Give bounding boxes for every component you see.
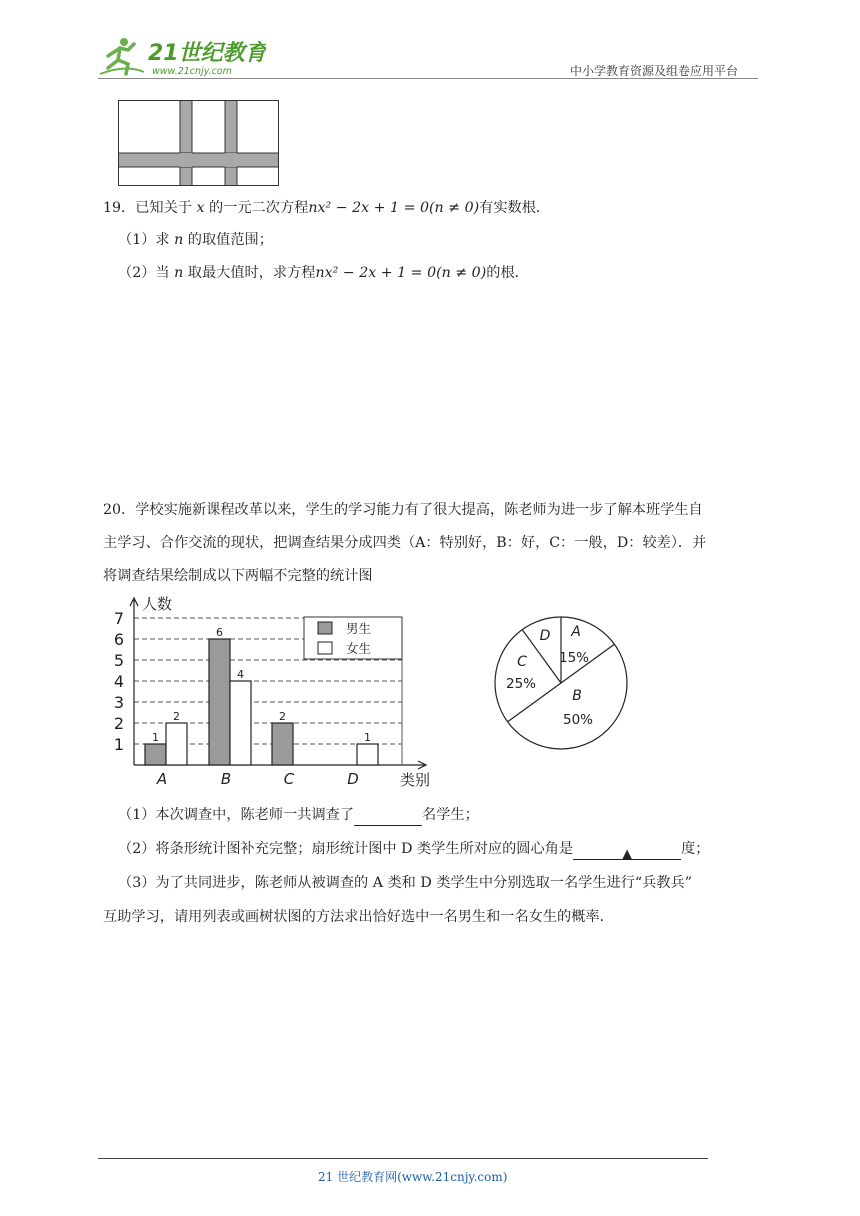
- footer-divider: [98, 1158, 708, 1159]
- q20-part3-line2: 互助学习，请用列表或画树状图的方法求出恰好选中一名男生和一名女生的概率．: [103, 909, 614, 925]
- q20-line3: 将调查结果绘制成以下两幅不完整的统计图: [103, 568, 373, 584]
- q19-stem: 19．已知关于 x 的一元二次方程nx² − 2x + 1 = 0(n ≠ 0)有实数根．: [103, 200, 551, 216]
- x-tick-label: D: [347, 770, 359, 788]
- q20-part2-blank: [573, 843, 681, 860]
- q20-line2: 主学习、合作交流的现状，把调查结果分成四类（A：特别好，B：好，C：一般，D：较差）．并: [103, 535, 707, 551]
- q19-part1: （1）求 n 的取值范围；: [118, 232, 273, 248]
- bar-B-女生: [230, 681, 251, 765]
- q20-part2-blank-mark: ▲: [622, 847, 633, 862]
- q20-part2: （2）将条形统计图补充完整；扇形统计图中 D 类学生所对应的圆心角是 ▲ 度；: [118, 841, 710, 862]
- pie-slice-percent-B: 50%: [562, 712, 594, 728]
- legend-label: 女生: [346, 641, 372, 656]
- q19-equation: nx² − 2x + 1 = 0(n ≠ 0): [308, 200, 480, 216]
- q20-part1-blank: [354, 809, 422, 826]
- legend-swatch: [318, 622, 332, 634]
- x-tick-label: C: [283, 770, 295, 788]
- q20-line1: 20．学校实施新课程改革以来，学生的学习能力有了很大提高，陈老师为进一步了解本班学生自: [103, 502, 703, 518]
- y-tick-label: 6: [113, 630, 124, 649]
- header-divider: [98, 78, 758, 79]
- pie-slice-label-A: A: [571, 624, 581, 640]
- x-tick-label: A: [156, 770, 168, 788]
- pie-slice-percent-C: 25%: [505, 676, 537, 692]
- pie-slice-label-C: C: [517, 654, 527, 670]
- bar-C-男生: [272, 723, 293, 765]
- pie-slice-label-D: D: [539, 628, 551, 644]
- bar-A-男生: [145, 744, 166, 765]
- bar-value-label: 1: [152, 731, 159, 744]
- pie-chart: [492, 616, 632, 752]
- legend-swatch: [318, 642, 332, 654]
- x-tick-label: B: [220, 770, 232, 788]
- y-axis-label: 人数: [142, 595, 173, 613]
- bar-chart: [110, 592, 435, 790]
- bar-B-男生: [209, 639, 230, 765]
- site-logo: [96, 34, 266, 82]
- bar-D-女生: [357, 744, 378, 765]
- pie-slice-percent-A: 15%: [558, 650, 590, 666]
- footer-text: 21 世纪教育网(www.21cnjy.com): [318, 1170, 508, 1184]
- logo-url: www.21cnjy.com: [152, 66, 232, 77]
- y-tick-label: 5: [113, 651, 124, 670]
- q20-part1: （1）本次调查中，陈老师一共调查了 名学生；: [118, 804, 479, 826]
- legend-label: 男生: [346, 621, 372, 636]
- bar-value-label: 1: [364, 731, 371, 744]
- platform-name: 中小学教育资源及组卷应用平台: [570, 64, 739, 78]
- bar-value-label: 4: [237, 668, 244, 681]
- y-tick-label: 4: [113, 672, 124, 691]
- chart-legend: [304, 617, 402, 659]
- road-vertical-1: [180, 101, 192, 186]
- y-tick-label: 7: [113, 609, 124, 628]
- bar-value-label: 2: [279, 710, 286, 723]
- bar-value-label: 6: [216, 626, 223, 639]
- pie-slice-label-B: B: [572, 688, 582, 704]
- q19-part2: （2）当 n 取最大值时，求方程nx² − 2x + 1 = 0(n ≠ 0)的根．: [118, 265, 529, 281]
- x-axis-label: 类别: [400, 771, 431, 789]
- bar-A-女生: [166, 723, 187, 765]
- y-tick-label: 2: [113, 714, 124, 733]
- q19-part2-equation: nx² − 2x + 1 = 0(n ≠ 0): [315, 265, 487, 281]
- road-diagram: [118, 100, 280, 187]
- runner-logo-icon: [100, 38, 144, 74]
- logo-text: 21世纪教育: [148, 41, 266, 66]
- road-horizontal: [119, 153, 279, 167]
- q20-part3-line1: （3）为了共同进步，陈老师从被调查的 A 类和 D 类学生中分别选取一名学生进行“兵教兵”: [118, 875, 692, 891]
- y-tick-label: 1: [113, 735, 124, 754]
- y-tick-label: 3: [113, 693, 124, 712]
- bar-value-label: 2: [173, 710, 180, 723]
- road-vertical-2: [225, 101, 237, 186]
